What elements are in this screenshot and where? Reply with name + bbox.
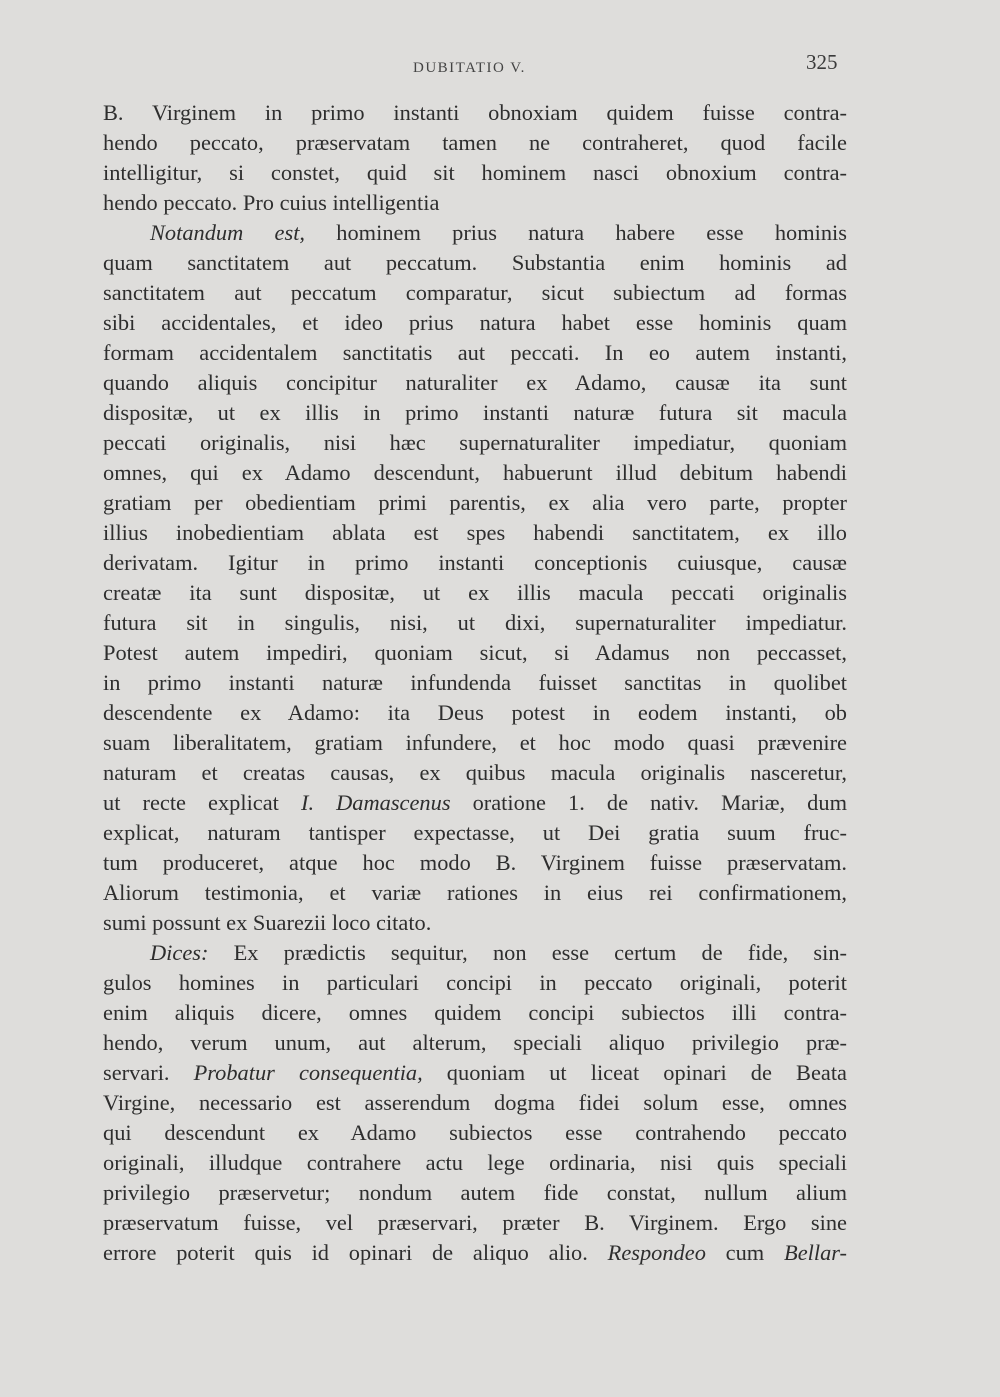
text-segment: dispositæ, ut ex illis in primo instanti naturæ futura sit macula [103,400,847,425]
text-line [103,278,847,308]
text-line [103,428,847,458]
text-segment: hendo peccato, præservatam tamen ne contraheret, quod facile [103,130,847,155]
text-segment: peccati originalis, nisi hæc supernaturaliter impediatur, quoniam [103,430,847,455]
text-segment: originali, illudque contrahere actu lege ordinaria, nisi quis speciali [103,1150,847,1175]
text-line [103,188,847,218]
text-segment: gulos homines in particulari concipi in peccato originali, poterit [103,970,847,995]
text-segment: gratiam per obedientiam primi parentis, ex alia vero parte, propter [103,490,847,515]
text-segment: oratione 1. de nativ. Mariæ, dum [450,790,847,815]
text-line [103,848,847,878]
italic-text-segment: Probatur consequentia, [193,1060,423,1085]
text-segment: in primo instanti naturæ infundenda fuisset sanctitas in quolibet [103,670,847,695]
text-segment: enim aliquis dicere, omnes quidem concipi subiectos illi contra- [103,1000,847,1025]
text-line [103,1118,847,1148]
text-line [103,218,847,248]
text-segment: derivatam. Igitur in primo instanti conceptionis cuiusque, causæ [103,550,847,575]
italic-text-segment: Bellar- [784,1240,848,1265]
text-segment: servari. [103,1060,194,1085]
italic-text-segment: I. Damascenus [300,790,451,815]
text-line [103,1208,847,1238]
text-segment: formam accidentalem sanctitatis aut peccati. In eo autem instanti, [103,340,847,365]
page-number: 325 [806,50,838,74]
text-segment: privilegio præservetur; nondum autem fide constat, nullum alium [103,1180,847,1205]
text-line [103,488,847,518]
text-segment: qui descendunt ex Adamo subiectos esse contrahendo peccato [103,1120,847,1145]
text-line [103,338,847,368]
text-segment: quando aliquis concipitur naturaliter ex Adamo, causæ ita sunt [103,370,847,395]
text-segment: Potest autem impediri, quoniam sicut, si Adamus non peccasset, [103,640,847,665]
text-line [103,1088,847,1118]
body-text [103,98,847,1268]
text-segment: illius inobedientiam ablata est spes habendi sanctitatem, ex illo [103,520,847,545]
text-line [103,788,847,818]
text-line [103,1058,847,1088]
text-segment: cum [705,1240,785,1265]
text-segment: suam liberalitatem, gratiam infundere, et hoc modo quasi prævenire [103,730,847,755]
text-segment: ut recte explicat [103,790,301,815]
text-line [103,458,847,488]
text-line [103,368,847,398]
text-line [103,638,847,668]
text-line [103,878,847,908]
text-line [103,548,847,578]
text-line [103,698,847,728]
text-line [103,758,847,788]
italic-text-segment: Dices: [150,940,209,965]
text-segment: Virgine, necessario est asserendum dogma fidei solum esse, omnes [103,1090,847,1115]
running-head: DUBITATIO V. [413,60,526,76]
text-line [103,818,847,848]
text-line [103,398,847,428]
text-line [103,158,847,188]
italic-text-segment: Notandum est, [150,220,306,245]
text-line [103,998,847,1028]
text-line [103,1028,847,1058]
text-line [103,908,847,938]
text-line [103,668,847,698]
text-segment: Aliorum testimonia, et variæ rationes in eius rei confirmationem, [103,880,847,905]
text-line [103,968,847,998]
italic-text-segment: Respondeo [607,1240,706,1265]
text-segment: hendo, verum unum, aut alterum, speciali aliquo privilegio præ- [103,1030,847,1055]
text-segment: futura sit in singulis, nisi, ut dixi, supernaturaliter impediatur. [103,610,847,635]
text-segment: sumi possunt ex Suarezii loco citato. [103,910,432,935]
text-line [103,578,847,608]
text-segment: quam sanctitatem aut peccatum. Substantia enim hominis ad [103,250,847,275]
text-segment: errore poterit quis id opinari de aliquo alio. [103,1240,608,1265]
text-line [103,1148,847,1178]
text-segment: Ex prædictis sequitur, non esse certum de fide, sin- [208,940,847,965]
text-segment: explicat, naturam tantisper expectasse, ut Dei gratia suum fruc- [103,820,847,845]
text-line [103,728,847,758]
text-segment: omnes, qui ex Adamo descendunt, habuerunt illud debitum habendi [103,460,847,485]
text-segment: quoniam ut liceat opinari de Beata [422,1060,847,1085]
text-segment: naturam et creatas causas, ex quibus macula originalis nasceretur, [103,760,847,785]
text-line [103,308,847,338]
text-segment: tum produceret, atque hoc modo B. Virginem fuisse præservatam. [103,850,847,875]
text-line [103,938,847,968]
text-segment: creatæ ita sunt dispositæ, ut ex illis macula peccati originalis [103,580,847,605]
text-segment: hendo peccato. Pro cuius intelligentia [103,190,440,215]
text-segment: intelligitur, si constet, quid sit hominem nasci obnoxium contra- [103,160,847,185]
text-segment: hominem prius natura habere esse hominis [305,220,847,245]
text-line [103,1178,847,1208]
text-line [103,1238,847,1268]
text-line [103,518,847,548]
text-line [103,248,847,278]
text-segment: B. Virginem in primo instanti obnoxiam quidem fuisse contra- [103,100,847,125]
text-segment: præservatum fuisse, vel præservari, præter B. Virginem. Ergo sine [103,1210,847,1235]
text-line [103,128,847,158]
text-line [103,98,847,128]
text-line [103,608,847,638]
text-segment: descendente ex Adamo: ita Deus potest in eodem instanti, ob [103,700,847,725]
text-segment: sanctitatem aut peccatum comparatur, sicut subiectum ad formas [103,280,847,305]
text-segment: sibi accidentales, et ideo prius natura habet esse hominis quam [103,310,847,335]
